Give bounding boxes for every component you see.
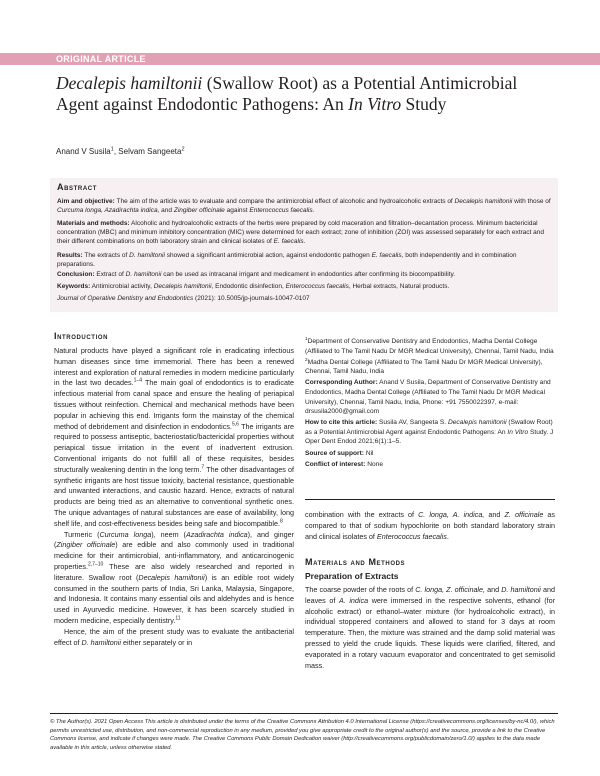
paragraph: Turmeric (Curcuma longa), neem (Azadirachta indica), and ginger (Zingiber officinale) are edible and also commonly used in traditional medicine for their antimicrobial, anti-inflammatory, and anticarcinogenic properties.$^{2,7-10}$ These are also widely researched and reported in literature. Swallow root (Decalepis hamiltonii) is an edible root widely consumed in the southern parts of India, Sri Lanka, Malaysia, Singapore, and Indonesia. It contains many essential oils and aldehydes and is hence used in Ayurvedic medicine. However, it has been scarcely studied in modern medicine, especially dentistry.$^{11}$ [54,529,295,625]
paragraph: Hence, the aim of the present study was to evaluate the antibacterial effect of D. hamiltonii either separately or in [54,626,294,647]
abstract-results: Results: The extracts of D. hamiltonii showed a significant antimicrobial action, against endodontic pathogen E. faecalis, both independently and in combination preparations. [57,252,517,269]
author-name: Anand V Susila [56,147,111,156]
license-text: © The Author(s). 2021 Open Access This article is distributed under the terms of the Creative Commons Attribution 4.0 International License (https://creativecommons.org/licenses/by-nc/4.0/), which permits unrestricted use, distribution, and non-commercial reproduction in any medium, provided you give appropriate credit to the original author(s) and the source, provide a link to the Creative Commons license, and indicate if changes were made. The Creative Commons Public Domain Dedication waiver (http://creativecommons.org/publicdomain/zero/1.0/) applies to the data made available in this article, unless otherwise stated. [50,719,555,751]
preparation-body [305,585,555,671]
abstract-methods: Materials and methods: Alcoholic and hydroalcoholic extracts of the herbs were prepared by cold maceration and filtration–decantation process. Minimum bactericidal concentration (MBC) and minimum inhibitory concentration (MIC) were determined for each extract; zone of inhibition (ZOI) was assessed separately for each extract and their different combinations on both laboratory strain and clinical isolates of E. faecalis. [57,220,544,246]
how-to-cite: How to cite this article: Susila AV, Sangeeta S. Decalepis hamiltonii (Swallow Root) as a Potential Antimicrobial Agent against Endodontic Pathogens: An In Vitro Study. J Oper Dent Endod 2021;6(1):1–5. [305,419,554,446]
corresponding-author: Corresponding Author: Anand V Susila, Department of Conservative Dentistry and Endodontics, Madha Dental College (Affiliated to The Tamil Nadu Dr MGR Medical University), Chennai, Tamil Nadu, India, Phone: +91 7550022397, e-mail: drsusila2000@gmail.com [305,379,551,416]
affiliation-box [305,337,555,471]
affiliation-1: $^1$Department of Conservative Dentistry and Endodontics, Madha Dental College (Affiliated to The Tamil Nadu Dr MGR Medical University), Chennai, Tamil Nadu, India [305,335,554,355]
conflict-of-interest: Conflict of interest: None [305,460,384,468]
author-list: Anand V Susila$^1$, Selvam Sangeeta$^2$ [56,146,185,156]
article-type-label: ORIGINAL ARTICLE [56,54,146,64]
abstract-conclusion: Conclusion: Extract of D. hamiltonii can be used as intracanal irrigant and medicament in endodontics after confirming its biocompatibility. [57,271,456,278]
paragraph: combination with the extracts of C. longa, A. indica, and Z. officinale as compared to that of sodium hypochlorite on both standard laboratory strain and clinical isolates of Enterococcus faecalis. [305,510,555,541]
aim-continuation [305,510,555,542]
abstract-citation: Journal of Operative Dentistry and Endodontics (2021): 10.5005/jp-journals-10047-0107 [57,295,310,302]
author-name: Selvam Sangeeta [118,147,182,156]
affiliation-divider [305,499,555,500]
article-title: Decalepis hamiltonii (Swallow Root) as a Potential Antimicrobial Agent against Endodontic Pathogens: An In Vitro Study [56,73,518,114]
introduction-heading: Introduction [54,331,109,341]
abstract-aim: Aim and objective: The aim of the article was to evaluate and compare the antimicrobial effect of alcoholic and hydroalcoholic extracts of Decalepis hamiltonii with those of Curcuma longa, Azadirachta indica, and Zingiber officinale against Enterococcus faecalis. [57,198,551,215]
paragraph: The coarse powder of the roots of C. longa, Z. officinale, and D. hamiltonii and leaves of A. indica were immersed in the respective solvents, ethanol (for alcoholic extract) or ethanol–water mixture (for hydroalcoholic extract), in individual stoppered containers and allowed to stand for 3 days at room temperature. Then, the mixture was strained and the damp solid material was pressed to yield the crude liquids. These liquids were clarified, filtered, and evaporated in a rotary vacuum evaporator and concentrated to get semisolid mass. [305,585,555,670]
abstract-keywords: Keywords: Antimicrobial activity, Decalepis hamiltonii, Endodontic disinfection, Enterococcus faecalis, Herbal extracts, Natural products. [57,283,450,290]
introduction-body [54,346,294,648]
source-of-support: Source of support: Nil [305,449,374,457]
preparation-heading: Preparation of Extracts [305,571,399,581]
paragraph: Natural products have played a significant role in eradicating infectious human diseases since time immemorial. There has been a renewed interest and exploration of natural remedies in modern medicine particularly in the last two decades.$^{1-4}$ The main goal of endodontics is to eradicate infectious material from canal space and ensure the healing of periapical tissues without reinfection. Chemical and mechanical methods have been popular in achieving this end. Irrigants form the mainstay of the chemical method of debridement and disinfection in endodontics.$^{5,6}$ The irrigants are required to possess antiseptic, bacteriostatic/bactericidal properties without periapical tissue irritation in the event of inadvertent extrusion. Conventional irrigants do not fulfill all of these requisites, besides structurally weakening dentin in the long term.$^7$ The other disadvantages of synthetic irrigants are host tissue toxicity, bacterial resistance, questionable and unwanted interactions, and caustic hazard. Hence, extracts of natural products are being tried as an alternative to conventional synthetic ones. The unique advantages of natural substances are ease of availability, long shelf life, and cost-effectiveness besides being safe and biocompatible.$^8$ [54,346,294,528]
abstract-heading: Abstract [57,182,97,192]
materials-methods-heading: Materials and Methods [305,557,406,567]
affiliation-2: $^2$Madha Dental College (Affiliated to The Tamil Nadu Dr MGR Medical University), Chennai, Tamil Nadu, India [305,356,543,376]
license-divider [50,713,558,714]
